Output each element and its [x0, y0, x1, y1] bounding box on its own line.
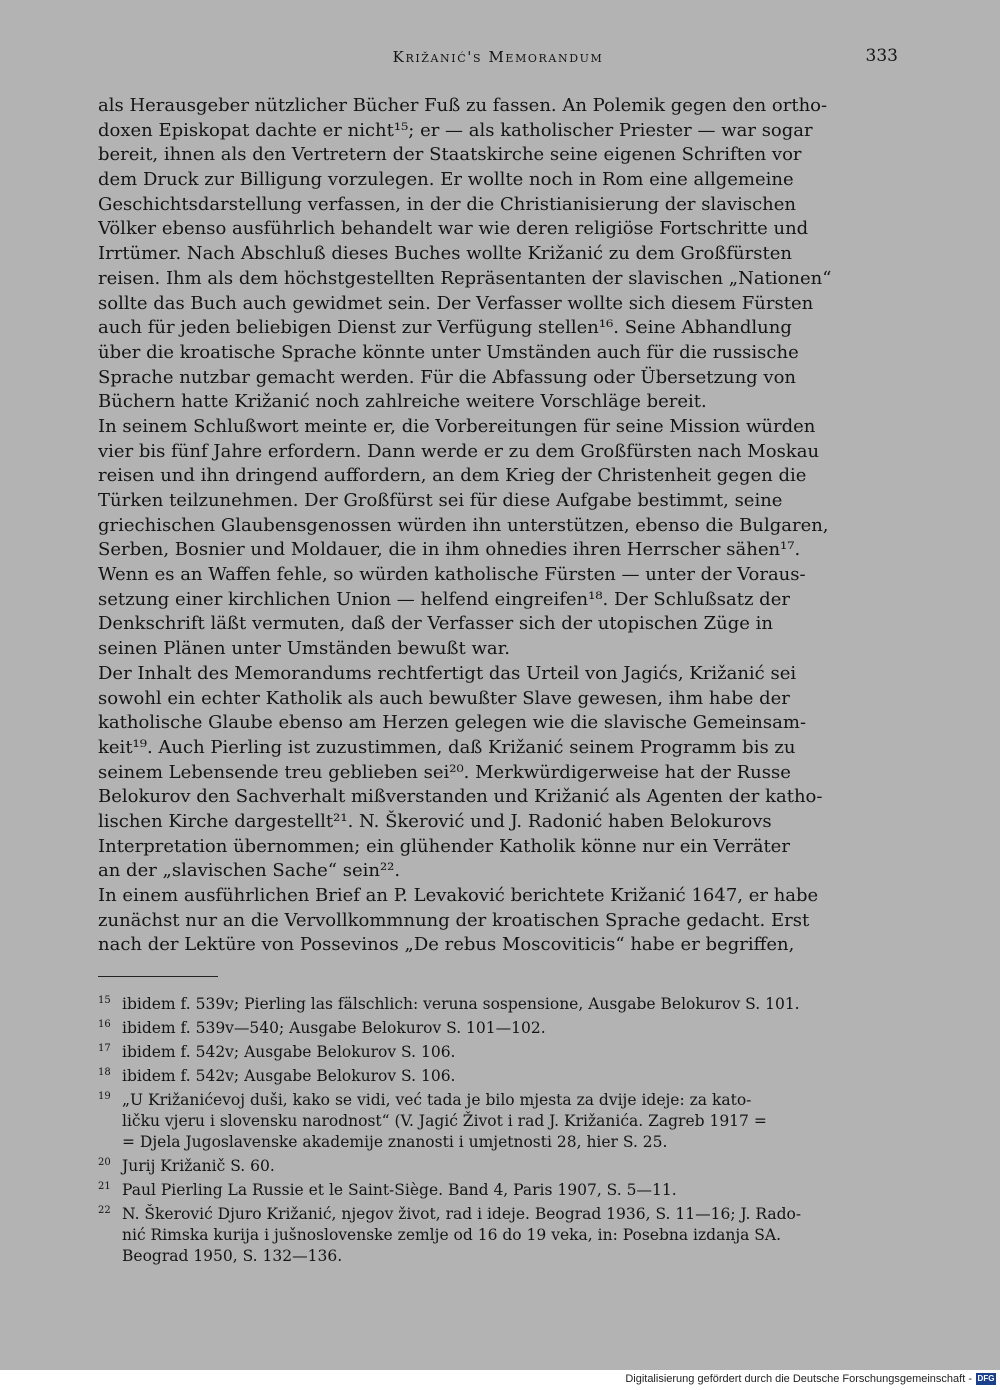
text-line: bereit, ihnen als den Vertretern der Staatskirche seine eigenen Schriften vor — [98, 144, 802, 166]
footnote-line — [98, 1180, 898, 1201]
footnotes — [98, 994, 898, 1270]
footnote-text: = Djela Jugoslavenske akademije znanosti i umjetnosti 28, hier S. 25. — [122, 1133, 668, 1151]
text-line: In einem ausführlichen Brief an P. Levaković berichtete Križanić 1647, er habe — [98, 885, 819, 906]
text-line: seinem Lebensende treu geblieben sei²⁰. Merkwürdigerweise hat der Russe — [98, 761, 791, 783]
text-line: an der „slavischen Sache“ sein²². — [98, 860, 401, 882]
text-line: Geschichtsdarstellung verfassen, in der die Christianisierung der slavischen — [98, 193, 797, 215]
text-line: reisen und ihn dringend auffordern, an dem Krieg der Christenheit gegen die — [98, 465, 807, 487]
text-line: In seinem Schlußwort meinte er, die Vorbereitungen für seine Mission würden — [98, 415, 816, 437]
text-line: dem Druck zur Billigung vorzulegen. Er wollte noch in Rom eine allgemeine — [98, 169, 794, 191]
page-header — [98, 44, 898, 72]
footnote-line — [98, 1156, 898, 1177]
footnote-text: ličku vjeru i slovensku narodnost“ (V. Jagić Život i rad J. Križanića. Zagreb 1917 = — [122, 1112, 767, 1130]
footnote-line — [98, 1066, 898, 1087]
text-line: seinen Plänen unter Umständen bewußt war. — [98, 638, 510, 660]
footnote-text: ibidem f. 539v—540; Ausgabe Belokurov S. 101—102. — [122, 1019, 546, 1037]
text-line: Belokurov den Sachverhalt mißverstanden und Križanić als Agenten der katho- — [98, 786, 823, 808]
text-line: lischen Kirche dargestellt²¹. N. Škerović und J. Radonić haben Belokurovs — [98, 810, 772, 832]
page-number: 333 — [865, 46, 898, 66]
footnote-line — [98, 1246, 898, 1267]
footnote — [98, 994, 898, 1015]
footnote-line — [98, 1042, 898, 1063]
running-title: Križanić's Memorandum — [392, 48, 604, 66]
footnote-number: 18 — [98, 1067, 111, 1078]
footnote-number: 22 — [98, 1205, 111, 1216]
text-line: Der Inhalt des Memorandums rechtfertigt das Urteil von Jagićs, Križanić sei — [98, 662, 797, 684]
footer-credit: Digitalisierung gefördert durch die Deutsche Forschungsgemeinschaft - — [625, 1373, 972, 1385]
text-line: reisen. Ihm als dem höchstgestellten Repräsentanten der slavischen „Nationen“ — [98, 267, 832, 289]
footnote-number: 19 — [98, 1091, 111, 1102]
text-line: Interpretation übernommen; ein glühender Katholik könne nur ein Verräter — [98, 835, 790, 857]
text-line: doxen Episkopat dachte er nicht¹⁵; er — als katholischer Priester — war sogar — [98, 119, 813, 141]
footnote-number: 16 — [98, 1019, 111, 1030]
text-line: keit¹⁹. Auch Pierling ist zuzustimmen, daß Križanić seinem Programm bis zu — [98, 736, 796, 758]
footnote-text: Paul Pierling La Russie et le Saint-Siège. Band 4, Paris 1907, S. 5—11. — [122, 1181, 677, 1199]
footer-bar — [0, 1370, 1000, 1390]
text-line: Wenn es an Waffen fehle, so würden katholische Fürsten — unter der Voraus- — [98, 564, 806, 586]
footnote-text: nić Rimska kurija i jušnoslovenske zemlje od 16 do 19 veka, in: Posebna izdanja SA. — [122, 1226, 782, 1244]
text-line: Sprache nutzbar gemacht werden. Für die Abfassung oder Übersetzung von — [98, 366, 797, 388]
text-line: Türken teilzunehmen. Der Großfürst sei für diese Aufgabe bestimmt, seine — [98, 490, 783, 511]
footnote-line — [98, 994, 898, 1015]
text-line: als Herausgeber nützlicher Bücher Fuß zu fassen. An Polemik gegen den ortho- — [98, 95, 828, 116]
footnote-line — [98, 1132, 898, 1153]
footnote — [98, 1156, 898, 1177]
footnote-line — [98, 1204, 898, 1225]
text-line: sowohl ein echter Katholik als auch bewußter Slave gewesen, ihm habe der — [98, 687, 790, 709]
footnote-number: 21 — [98, 1181, 111, 1192]
footnote-text: N. Škerović Djuro Križanić, njegov život, rad i ideje. Beograd 1936, S. 11—16; J. Rado- — [122, 1205, 802, 1223]
footnote-line — [98, 1018, 898, 1039]
text-line: zunächst nur an die Vervollkommnung der kroatischen Sprache gedacht. Erst — [98, 909, 810, 931]
footnote-text: ibidem f. 542v; Ausgabe Belokurov S. 106. — [122, 1043, 456, 1061]
footnote — [98, 1180, 898, 1201]
footnote-text: Jurij Križanič S. 60. — [122, 1157, 275, 1175]
text-line: Serben, Bosnier und Moldauer, die in ihm ohnedies ihren Herrscher sähen¹⁷. — [98, 539, 801, 561]
footnote-number: 17 — [98, 1043, 111, 1054]
text-line: sollte das Buch auch gewidmet sein. Der Verfasser wollte sich diesem Fürsten — [98, 292, 814, 314]
footnote-separator — [98, 976, 218, 977]
footnote-line — [98, 1090, 898, 1111]
text-line: Denkschrift läßt vermuten, daß der Verfasser sich der utopischen Züge in — [98, 613, 773, 635]
body-text — [98, 94, 898, 958]
text-line: griechischen Glaubensgenossen würden ihn unterstützen, ebenso die Bulgaren, — [98, 514, 829, 536]
text-line: Irrtümer. Nach Abschluß dieses Buches wollte Križanić zu dem Großfürsten — [98, 243, 792, 265]
text-line: nach der Lektüre von Possevinos „De rebus Moscoviticis“ habe er begriffen, — [98, 934, 795, 956]
text-line: Völker ebenso ausführlich behandelt war wie deren religiöse Fortschritte und — [98, 218, 809, 240]
footnote — [98, 1042, 898, 1063]
footnote — [98, 1204, 898, 1267]
footnote — [98, 1066, 898, 1087]
footnote-line — [98, 1111, 898, 1132]
footnote-text: „U Križanićevoj duši, kako se vidi, već tada je bilo mjesta za dvije ideje: za kato- — [122, 1091, 752, 1109]
footnote-text: ibidem f. 542v; Ausgabe Belokurov S. 106. — [122, 1067, 456, 1085]
text-line: auch für jeden beliebigen Dienst zur Verfügung stellen¹⁶. Seine Abhandlung — [98, 317, 792, 339]
footnote-line — [98, 1225, 898, 1246]
text-line: über die kroatische Sprache könnte unter Umständen auch für die russische — [98, 341, 799, 363]
footnote — [98, 1090, 898, 1153]
footnote-number: 20 — [98, 1157, 111, 1168]
text-line: setzung einer kirchlichen Union — helfend eingreifen¹⁸. Der Schlußsatz der — [98, 588, 790, 610]
text-line: vier bis fünf Jahre erfordern. Dann werde er zu dem Großfürsten nach Moskau — [98, 440, 820, 462]
footnote-text: Beograd 1950, S. 132—136. — [122, 1247, 343, 1265]
footnote — [98, 1018, 898, 1039]
text-line: Büchern hatte Križanić noch zahlreiche weitere Vorschläge bereit. — [98, 391, 707, 413]
footnote-number: 15 — [98, 995, 111, 1006]
text-line: katholische Glaube ebenso am Herzen gelegen wie die slavische Gemeinsam- — [98, 712, 807, 734]
footnote-text: ibidem f. 539v; Pierling las fälschlich: veruna sospensione, Ausgabe Belokurov S. 101. — [122, 995, 800, 1013]
dfg-logo: DFG — [977, 1374, 995, 1383]
